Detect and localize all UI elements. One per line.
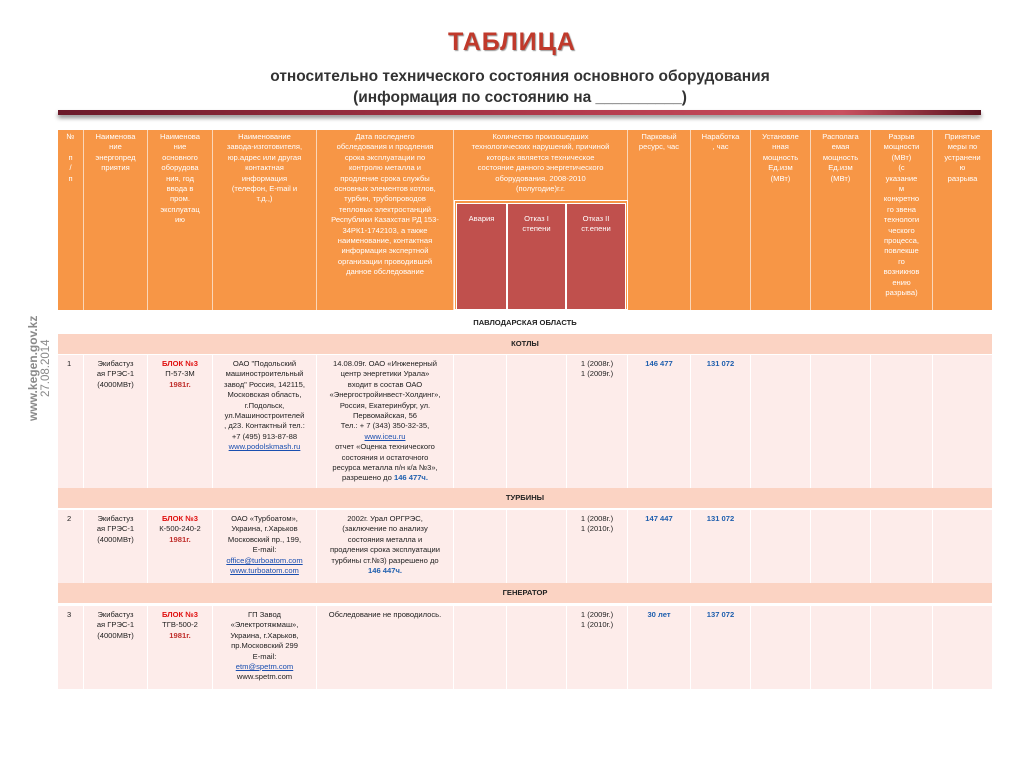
row-gap [871, 606, 933, 689]
model-label: ТГВ-500-2 [162, 620, 198, 630]
manufacturer-site-text: www.spetm.com [236, 672, 293, 682]
row-equipment [148, 606, 213, 689]
year-label: 1981г. [169, 379, 191, 389]
header-installed-power: Установле нная мощность Ед.изм (МВт) [751, 130, 811, 310]
title-divider [58, 110, 981, 115]
row-inspection [317, 510, 454, 583]
manufacturer-email-link[interactable]: office@turboatom.com [226, 555, 303, 565]
model-label: К-500-240-2 [159, 524, 201, 534]
row-manufacturer [213, 355, 317, 488]
header-manufacturer: Наименование завода-изготовителя, юр.адрес или другая контактная информация (телефон, E-mail и т.д.,) [213, 130, 317, 310]
table-row [58, 355, 992, 488]
row-park: 30 лет [628, 606, 691, 689]
row-equipment [148, 355, 213, 488]
row-fail-2: 1 (2008г.) 1 (2010г.) [567, 510, 628, 583]
row-gap [871, 510, 933, 583]
blok-label: БЛОК №3 [162, 610, 198, 619]
section-boilers: КОТЛЫ [58, 334, 992, 354]
row-company: Экибастуз ая ГРЭС-1 (4000МВт) [84, 606, 148, 689]
header-num: № п / п [58, 130, 84, 310]
row-available [811, 510, 871, 583]
header-equipment: Наименова ние основного оборудова ния, год ввода в пром. эксплуатац ию [148, 130, 213, 310]
row-runtime: 137 072 [691, 606, 751, 689]
row-gap [871, 355, 933, 488]
inspection-link[interactable]: www.iceu.ru [364, 431, 406, 441]
row-installed [751, 510, 811, 583]
row-measures [933, 606, 992, 689]
row-accident [454, 510, 507, 583]
side-caption [8, 315, 52, 421]
header-inspection: Дата последнего обследования и продления срока эксплуатации по контролю металла и продление срока службы основных элементов котлов, турбин, трубопроводов тепловых электростанций Республики Казахстан РД 153- 34РК1-1742103, а также наименование, контактная информация экспертной организации проводившей данное обследование [317, 130, 454, 310]
header-company: Наименова ние энергопред приятия [84, 130, 148, 310]
year-label: 1981г. [169, 534, 191, 544]
header-park-resource: Парковый ресурс, час [628, 130, 691, 310]
row-fail-1 [507, 355, 567, 488]
region-row: ПАВЛОДАРСКАЯ ОБЛАСТЬ [58, 313, 992, 333]
header-runtime: Наработка , час [691, 130, 751, 310]
row-inspection: Обследование не проводилось. [317, 606, 454, 689]
table-row [58, 606, 992, 689]
row-num: 3 [58, 606, 84, 689]
row-num: 1 [58, 355, 84, 488]
row-inspection [317, 355, 454, 488]
section-turbines: ТУРБИНЫ [58, 488, 992, 508]
row-installed [751, 355, 811, 488]
manufacturer-link[interactable]: www.podolskmash.ru [228, 442, 301, 452]
header-fail-1: Отказ I степени [507, 203, 566, 310]
row-available [811, 355, 871, 488]
manufacturer-text: ГП Завод «Электротяжмаш», Украина, г.Харьков, пр.Московский 299 E-mail: [230, 610, 299, 661]
table-row [58, 510, 992, 583]
page-subtitle: относительно технического состояния основного оборудования [270, 68, 770, 85]
blok-label: БЛОК №3 [162, 514, 198, 523]
header-measures: Принятые меры по устранени ю разрыва [933, 130, 992, 310]
section-generator: ГЕНЕРАТОР [58, 583, 992, 603]
manufacturer-text: ОАО "Подольский машиностроительный завод" Россия, 142115, Московская область, г.Подольск, ул.Машиностроителей , д23. Контактный тел.: +7 (495) 913-87-88 [224, 359, 305, 441]
row-runtime: 131 072 [691, 510, 751, 583]
row-measures [933, 355, 992, 488]
inspection-text: 2002г. Урал ОРГРЭС, (заключение по анализу состояния металла и продления срока эксплуатации турбины ст.№3) разрешено до [329, 514, 441, 565]
inspection-text: 14.08.09г. ОАО «Инженерный центр энергетики Урала» входит в состав ОАО «Энергостройинвест-Холдинг», Россия, Екатеринбург, ул. Первомайская, 56 Тел.: + 7 (343) 350-32-35, [329, 359, 441, 431]
row-fail-2: 1 (2009г.) 1 (2010г.) [567, 606, 628, 689]
manufacturer-text: ОАО «Турбоатом», Украина, г.Харьков Московский пр., 199, E-mail: [227, 514, 302, 555]
row-fail-2: 1 (2008г.) 1 (2009г.) [567, 355, 628, 488]
header-violations: Количество произошедших технологических нарушений, причиной которых является техническое состояние данного энергетического оборудования. 2008-2010 (полугодие)г.г. [454, 130, 628, 200]
site-url[interactable]: www.kegen.gov.kz [26, 315, 40, 421]
row-accident [454, 355, 507, 488]
page-title: ТАБЛИЦА [448, 28, 576, 56]
year-label: 1981г. [169, 630, 191, 640]
date-stamp: 27.08.2014 [40, 339, 52, 397]
header-available-power: Располага емая мощность Ед.изм (МВт) [811, 130, 871, 310]
header-accident: Авария [456, 203, 507, 310]
page-subtitle-date: (информация по состоянию на __________) [353, 89, 687, 106]
row-fail-1 [507, 606, 567, 689]
row-fail-1 [507, 510, 567, 583]
row-available [811, 606, 871, 689]
blok-label: БЛОК №3 [162, 359, 198, 368]
row-park: 146 477 [628, 355, 691, 488]
header-fail-2: Отказ II ст.епени [566, 203, 626, 310]
row-equipment [148, 510, 213, 583]
inspection-value: 146 477ч. [393, 473, 428, 483]
manufacturer-email-link[interactable]: etm@spetm.com [235, 662, 294, 672]
inspection-tail: отчет «Оценка технического состояния и остаточного ресурса металла п/н к/а №3», разрешено до [332, 442, 438, 483]
row-accident [454, 606, 507, 689]
row-manufacturer [213, 510, 317, 583]
row-company: Экибастуз ая ГРЭС-1 (4000МВт) [84, 510, 148, 583]
row-measures [933, 510, 992, 583]
row-manufacturer [213, 606, 317, 689]
row-installed [751, 606, 811, 689]
row-runtime: 131 072 [691, 355, 751, 488]
header-power-gap: Разрыв мощности (МВт) (с указание м конкретно го звена технологи ческого процесса, повлекше го возникнов ению разрыва) [871, 130, 933, 310]
inspection-value: 146 447ч. [368, 566, 402, 576]
model-label: П-57-3М [165, 369, 195, 379]
manufacturer-site-link[interactable]: www.turboatom.com [230, 566, 299, 576]
row-park: 147 447 [628, 510, 691, 583]
row-num: 2 [58, 510, 84, 583]
row-company: Экибастуз ая ГРЭС-1 (4000МВт) [84, 355, 148, 488]
